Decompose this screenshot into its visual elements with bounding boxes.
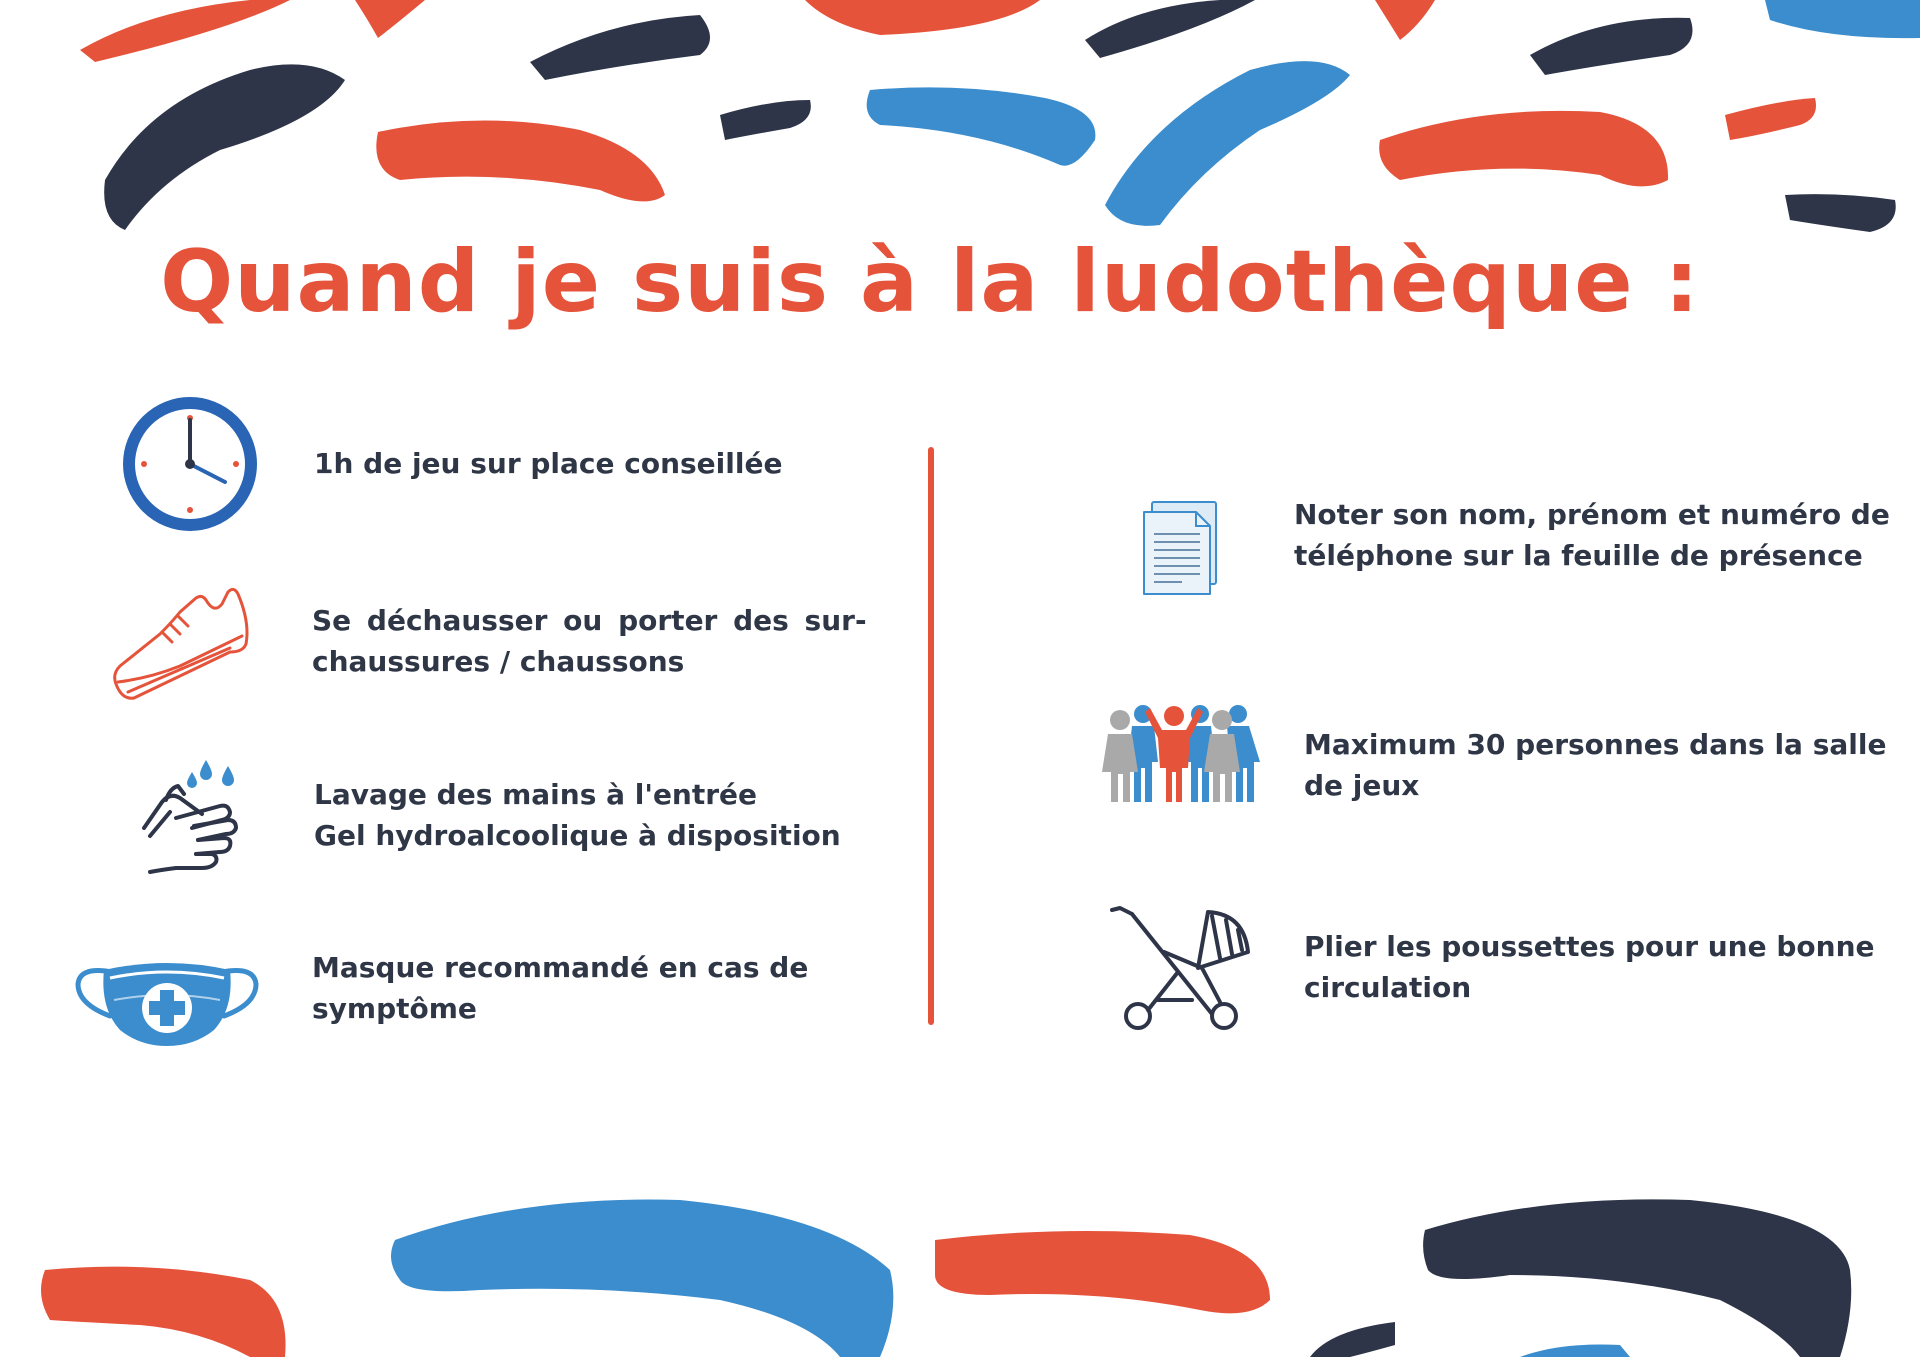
clock-icon [122, 396, 258, 532]
rule-text-time: 1h de jeu sur place conseillée [314, 447, 783, 480]
people-group-icon [1098, 704, 1264, 804]
top-brush-decoration [0, 0, 1920, 240]
rule-text-handwash: Lavage des mains à l'entrée Gel hydroalcoolique à disposition [314, 778, 841, 852]
rule-text-registration: Noter son nom, prénom et numéro de téléphone sur la feuille de présence [1294, 498, 1890, 572]
column-divider [928, 447, 934, 1025]
rule-text-capacity: Maximum 30 personnes dans la salle de jeux [1304, 728, 1887, 802]
page-title: Quand je suis à la ludothèque : [160, 232, 1700, 332]
mask-icon [74, 958, 260, 1048]
rule-text-shoes: Se déchausser ou porter des sur- chaussures / chaussons [312, 604, 867, 678]
handwash-icon [136, 758, 246, 874]
documents-icon [1142, 500, 1222, 596]
shoe-icon [110, 582, 250, 704]
rule-text-mask: Masque recommandé en cas de symptôme [312, 951, 809, 1025]
bottom-brush-decoration [0, 1180, 1920, 1357]
stroller-icon [1108, 902, 1252, 1032]
rule-text-stroller: Plier les poussettes pour une bonne circulation [1304, 930, 1875, 1004]
